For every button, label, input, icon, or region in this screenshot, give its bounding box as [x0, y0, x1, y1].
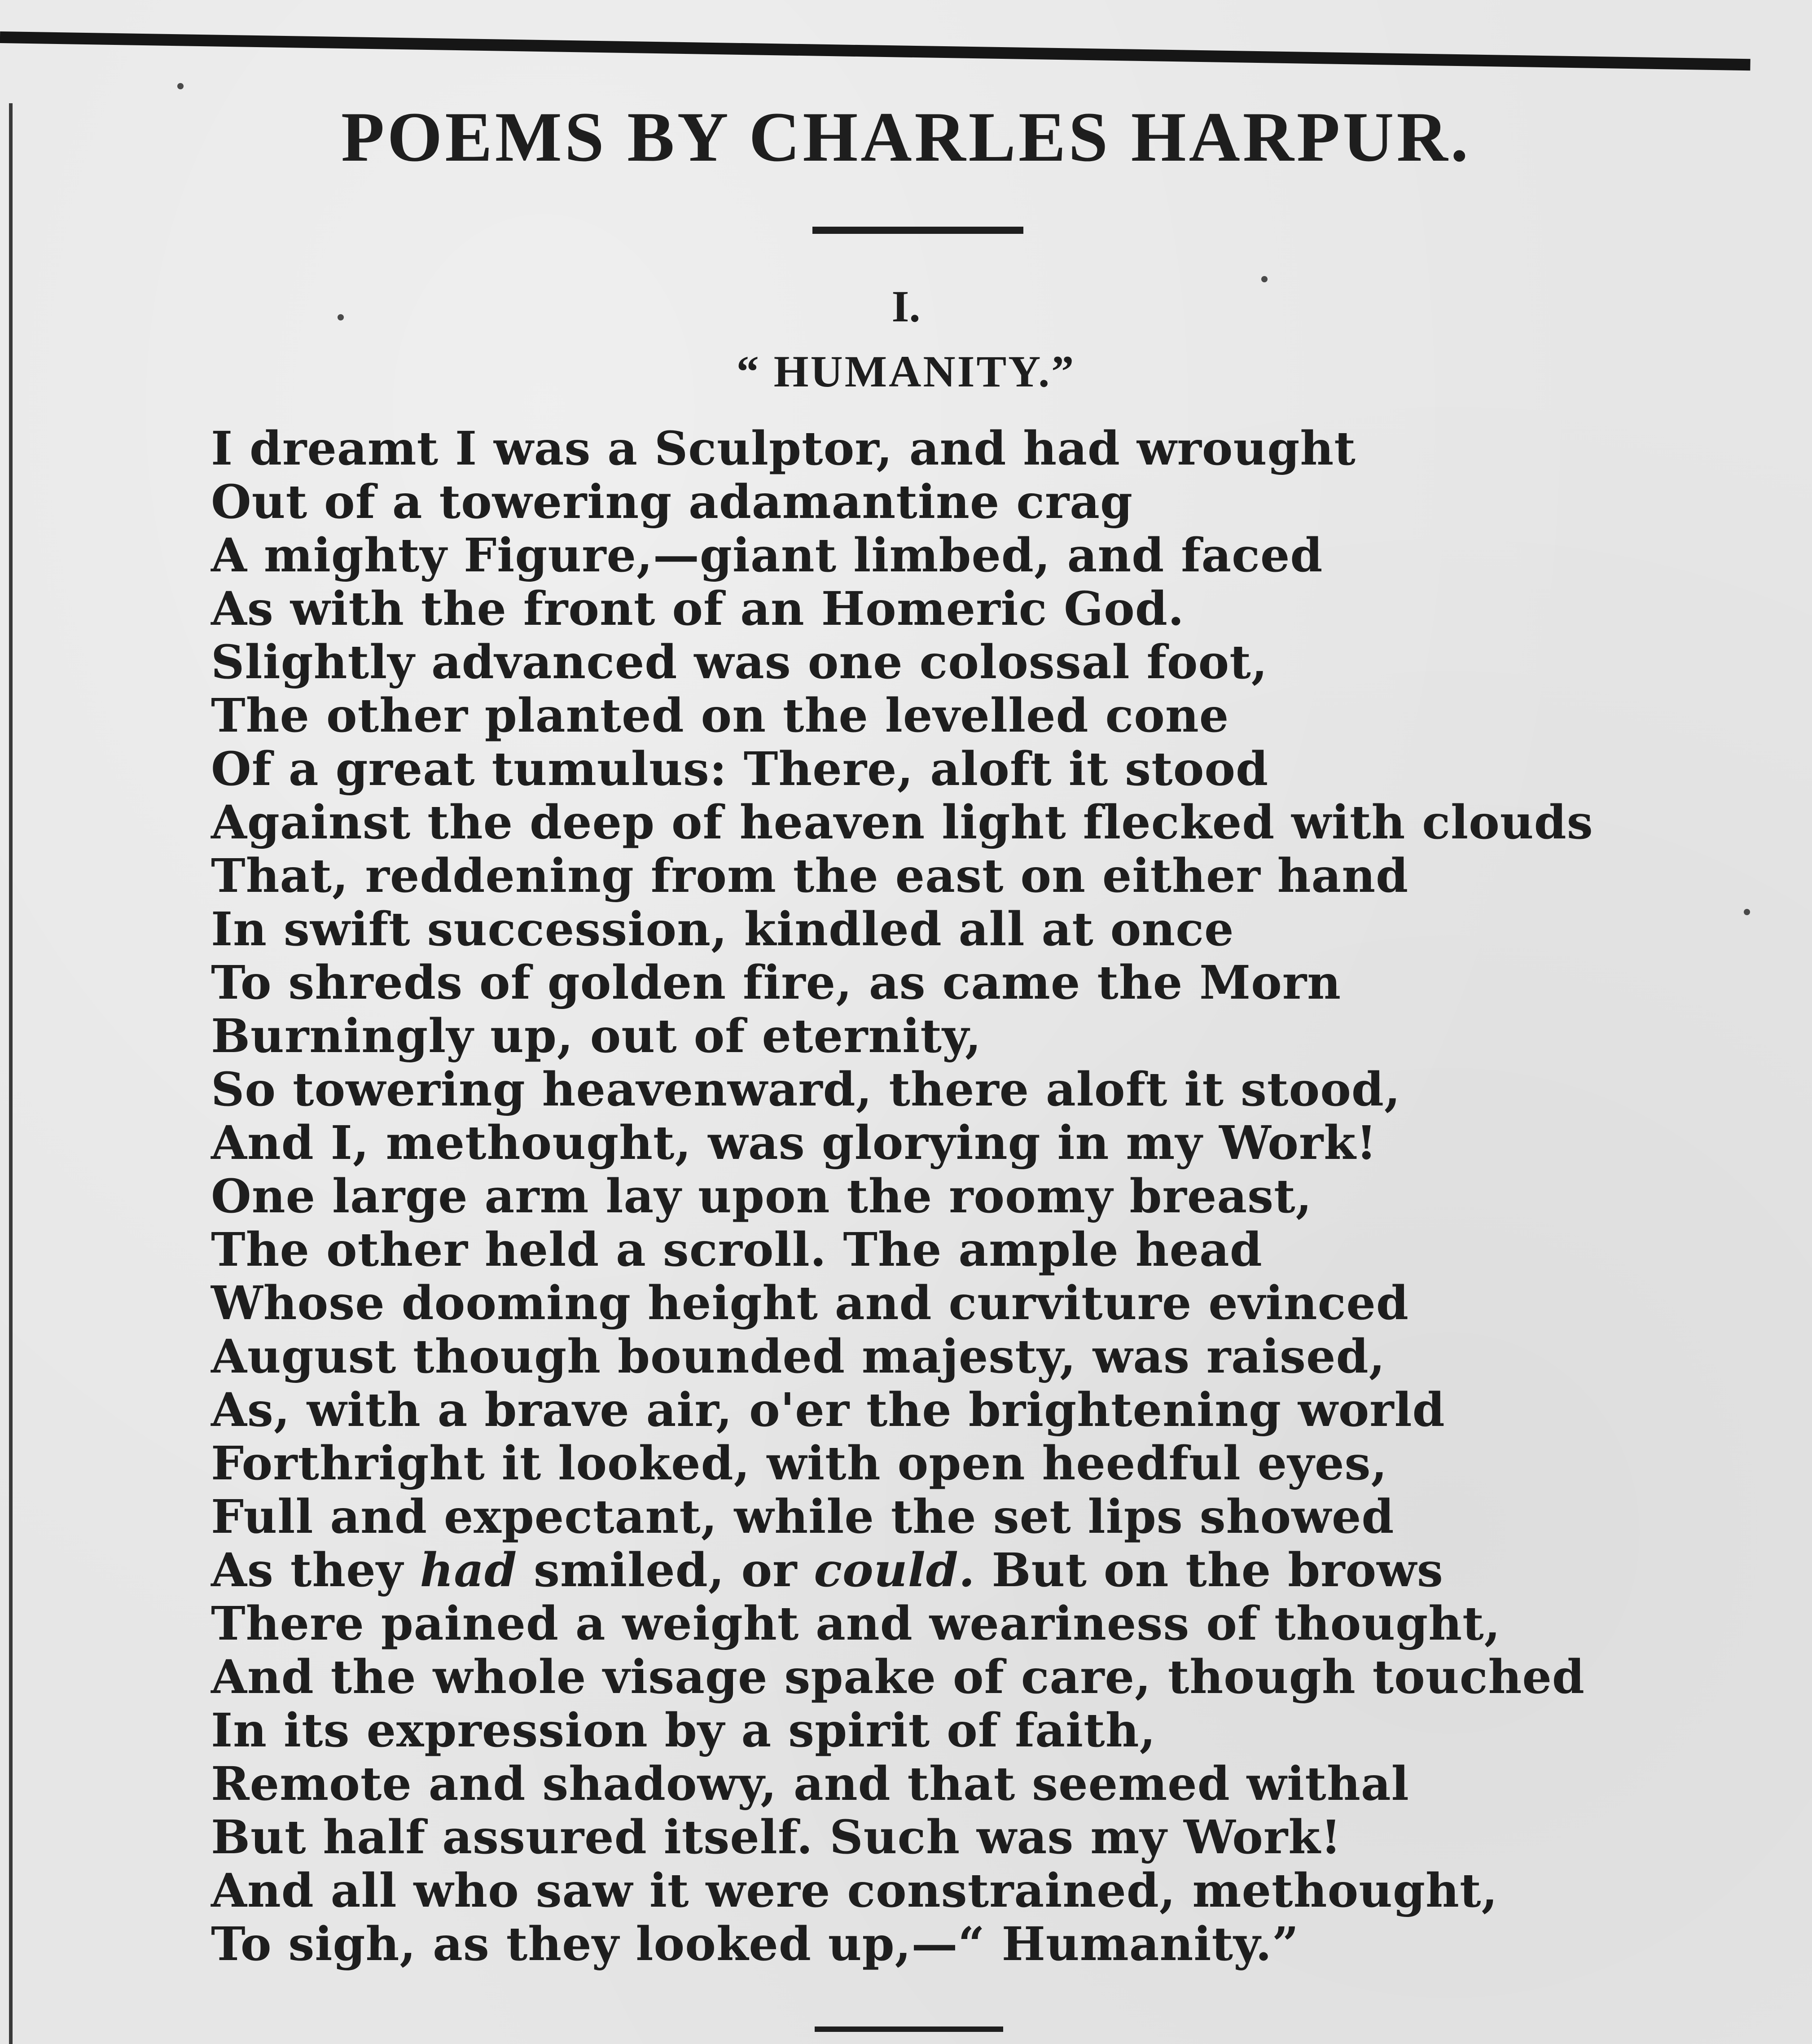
poem-line-with-italics — [211, 1544, 1782, 1597]
poem-line: The other held a scroll. The ample head — [211, 1223, 1263, 1277]
headline-divider — [812, 227, 1023, 234]
poem-line: There pained a weight and weariness of thought, — [211, 1597, 1501, 1651]
headline: POEMS BY CHARLES HARPUR. — [341, 98, 1471, 176]
poem-line: Of a great tumulus: There, aloft it stood — [211, 742, 1269, 796]
poem-line: But half assured itself. Such was my Work! — [211, 1810, 1342, 1864]
poem-line: August though bounded majesty, was raised, — [211, 1329, 1386, 1384]
poem-line: Out of a towering adamantine crag — [211, 475, 1133, 529]
poem-line: As, with a brave air, o'er the brightening world — [211, 1383, 1445, 1437]
ink-speck — [1261, 276, 1268, 282]
footer-divider — [815, 2026, 1003, 2032]
poem-line: Whose dooming height and curviture evinced — [211, 1276, 1409, 1330]
poem-line: And I, methought, was glorying in my Work! — [211, 1116, 1377, 1170]
poem-line: To shreds of golden fire, as came the Morn — [211, 956, 1342, 1010]
poem-body — [211, 422, 1782, 1971]
poem-line: As with the front of an Homeric God. — [211, 582, 1185, 636]
line-text: But on the brows — [975, 1543, 1443, 1597]
poem-line: To sigh, as they looked up,—“ Humanity.” — [211, 1917, 1299, 1971]
italic-word: had — [420, 1543, 518, 1597]
ink-speck — [177, 83, 184, 89]
poem-line: That, reddening from the east on either hand — [211, 849, 1409, 903]
poem-line: And the whole visage spake of care, though touched — [211, 1650, 1585, 1704]
poem-line: One large arm lay upon the roomy breast, — [211, 1169, 1312, 1224]
italic-word: could. — [814, 1543, 975, 1597]
poem-line: I dreamt I was a Sculptor, and had wrought — [211, 421, 1356, 476]
poem-line: Full and expectant, while the set lips showed — [211, 1490, 1395, 1544]
poem-line: Remote and shadowy, and that seemed withal — [211, 1757, 1409, 1811]
poem-line: Forthright it looked, with open heedful eyes, — [211, 1436, 1388, 1491]
poem-line: Slightly advanced was one colossal foot, — [211, 635, 1268, 689]
ink-speck — [338, 314, 344, 320]
poem-line: Burningly up, out of eternity, — [211, 1009, 982, 1063]
ink-speck — [1744, 909, 1750, 915]
poem-line: Against the deep of heaven light flecked with clouds — [211, 795, 1593, 850]
line-text: smiled, or — [517, 1543, 814, 1597]
poem-line: In its expression by a spirit of faith, — [211, 1703, 1156, 1758]
poem-title: “ HUMANITY.” — [736, 347, 1076, 396]
poem-line: So towering heavenward, there aloft it stood, — [211, 1062, 1401, 1117]
poem-line: And all who saw it were constrained, methought, — [211, 1864, 1498, 1918]
section-number: I. — [891, 281, 921, 331]
poem-line: A mighty Figure,—giant limbed, and faced — [211, 528, 1323, 583]
poem-line: In swift succession, kindled all at once — [211, 902, 1234, 956]
line-text: As they — [211, 1543, 420, 1597]
top-column-rule — [0, 31, 1751, 70]
poem-line: The other planted on the levelled cone — [211, 689, 1229, 743]
